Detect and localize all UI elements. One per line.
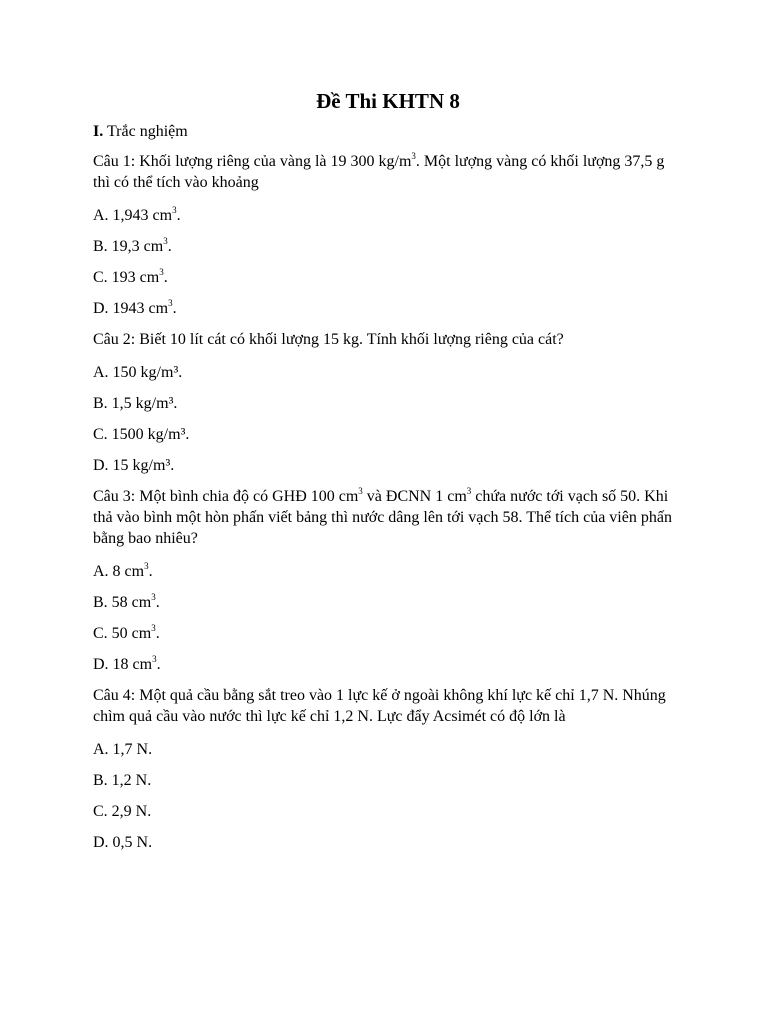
- option-text: A. 8 cm: [93, 563, 145, 580]
- option-end: .: [172, 300, 177, 317]
- question-1-option-a: [93, 205, 683, 226]
- question-4-option-d: D. 0,5 N.: [93, 834, 153, 851]
- option-end: .: [155, 625, 160, 642]
- question-2: Câu 2: Biết 10 lít cát có khối lượng 15 kg. Tính khối lượng riêng của cát?: [93, 331, 564, 348]
- question-2-option-d: D. 15 kg/m³.: [93, 457, 175, 474]
- question-2-option-c: C. 1500 kg/m³.: [93, 426, 190, 443]
- question-3-text: Câu 3: Một bình chia độ có GHĐ 100 cm: [93, 488, 359, 505]
- option-text: C. 50 cm: [93, 625, 152, 642]
- question-3-option-d: [93, 654, 683, 675]
- superscript: 3: [159, 266, 164, 277]
- superscript: 3: [172, 204, 177, 215]
- question-3-option-c: [93, 623, 683, 644]
- question-3-option-b: [93, 592, 683, 613]
- option-end: .: [167, 238, 172, 255]
- question-1-option-d: [93, 298, 683, 319]
- superscript: 3: [163, 235, 168, 246]
- question-3-option-a: [93, 561, 683, 582]
- section-title: Trắc nghiệm: [106, 123, 188, 140]
- option-text: A. 1,943 cm: [93, 207, 173, 224]
- superscript: 3: [152, 653, 157, 664]
- question-2-option-a: A. 150 kg/m³.: [93, 364, 183, 381]
- option-end: .: [163, 269, 168, 286]
- question-1-option-c: [93, 267, 683, 288]
- superscript: 3: [168, 297, 173, 308]
- superscript: 3: [466, 485, 472, 496]
- question-3-text-cont: và ĐCNN 1 cm: [362, 488, 467, 505]
- option-end: .: [155, 594, 160, 611]
- question-1-option-b: [93, 236, 683, 257]
- superscript: 3: [358, 485, 363, 496]
- section-heading: [93, 121, 683, 142]
- question-4: Câu 4: Một quả cầu bằng sắt treo vào 1 lực kế ở ngoài không khí lực kế chỉ 1,7 N. Nhúng chìm quả cầu vào nước thì lực kế chỉ 1,2 N. Lực đẩy Acsimét có độ lớn là: [93, 687, 666, 725]
- question-4-option-a: A. 1,7 N.: [93, 741, 153, 758]
- question-4-option-b: B. 1,2 N.: [93, 772, 152, 789]
- option-end: .: [176, 207, 181, 224]
- superscript: 3: [411, 150, 416, 161]
- question-3-text-end: chứa nước tới vạch số 50. Khi thả vào bình một hòn phấn viết bảng thì nước dâng lên tới vạch 58. Thể tích của viên phấn bằng bao nhiêu?: [93, 488, 672, 547]
- option-text: C. 193 cm: [93, 269, 160, 286]
- option-text: D. 18 cm: [93, 656, 153, 673]
- section-number: I.: [93, 123, 104, 140]
- question-3: [93, 486, 683, 549]
- question-1-text: Câu 1: Khối lượng riêng của vàng là 19 300 kg/m: [93, 153, 412, 170]
- question-1-text-cont: . Một lượng vàng có khối lượng 37,5 g thì có thể tích vào khoảng: [93, 153, 665, 191]
- option-text: B. 58 cm: [93, 594, 152, 611]
- option-text: D. 1943 cm: [93, 300, 169, 317]
- superscript: 3: [151, 591, 156, 602]
- superscript: 3: [151, 622, 156, 633]
- option-end: .: [156, 656, 161, 673]
- document-page: [93, 86, 683, 863]
- option-end: .: [148, 563, 153, 580]
- question-4-option-c: C. 2,9 N.: [93, 803, 152, 820]
- option-text: B. 19,3 cm: [93, 238, 164, 255]
- document-title: Đề Thi KHTN 8: [316, 89, 460, 113]
- superscript: 3: [144, 560, 149, 571]
- question-1: [93, 151, 683, 193]
- question-2-option-b: B. 1,5 kg/m³.: [93, 395, 178, 412]
